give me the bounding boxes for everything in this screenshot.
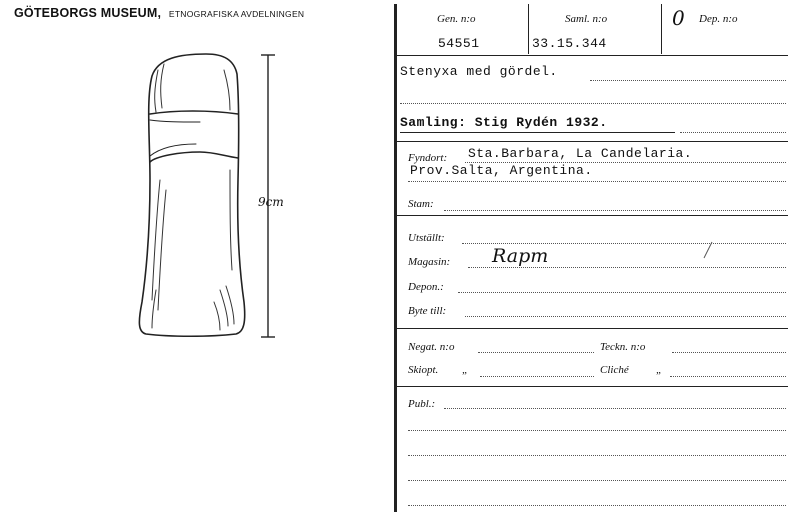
fyndort-label: Fyndort: xyxy=(408,152,448,164)
dep-mark: 0 xyxy=(672,6,685,30)
ditto-mark-1: „ xyxy=(462,364,469,376)
section-line-4 xyxy=(396,386,788,387)
axe-groove-top xyxy=(150,111,238,114)
magasin-label: Magasin: xyxy=(408,256,451,268)
department-name: ETNOGRAFISKA AVDELNINGEN xyxy=(168,9,305,19)
museum-header xyxy=(14,6,304,20)
dep-label: Dep. n:o xyxy=(699,13,738,25)
section-line-1 xyxy=(396,141,788,142)
measure-label: 9cm xyxy=(258,195,284,209)
saml-value: 33.15.344 xyxy=(532,36,607,51)
negat-label: Negat. n:o xyxy=(408,341,455,353)
section-line-2 xyxy=(396,215,788,216)
stone-axe-drawing xyxy=(120,40,320,350)
teckn-label: Teckn. n:o xyxy=(600,341,646,353)
cliche-label: Cliché xyxy=(600,364,629,376)
card-left-border xyxy=(394,4,397,512)
byte-label: Byte till: xyxy=(408,305,447,317)
publ-label: Publ.: xyxy=(408,398,436,410)
divider-saml-dep xyxy=(661,4,662,54)
fyndort-line1: Sta.Barbara, La Candelaria. xyxy=(468,146,693,161)
pencil-mark-icon xyxy=(690,236,720,266)
collection: Samling: Stig Rydén 1932. xyxy=(400,115,608,130)
saml-label: Saml. n:o xyxy=(565,13,608,25)
object-name: Stenyxa med gördel. xyxy=(400,64,558,79)
fyndort-line2: Prov.Salta, Argentina. xyxy=(410,163,593,178)
museum-name: GÖTEBORGS MUSEUM, xyxy=(14,6,162,20)
gen-value: 54551 xyxy=(438,36,480,51)
skiopt-label: Skiopt. xyxy=(408,364,439,376)
stam-label: Stam: xyxy=(408,198,434,210)
gen-label: Gen. n:o xyxy=(437,13,476,25)
divider-gen-saml xyxy=(528,4,529,54)
ditto-mark-2: „ xyxy=(656,364,663,376)
axe-groove-bottom xyxy=(150,152,238,162)
magasin-value: Rapm xyxy=(492,245,549,267)
utstallt-label: Utställt: xyxy=(408,232,445,244)
depon-label: Depon.: xyxy=(408,281,444,293)
section-line-3 xyxy=(396,328,788,329)
header-row-line xyxy=(396,55,788,56)
